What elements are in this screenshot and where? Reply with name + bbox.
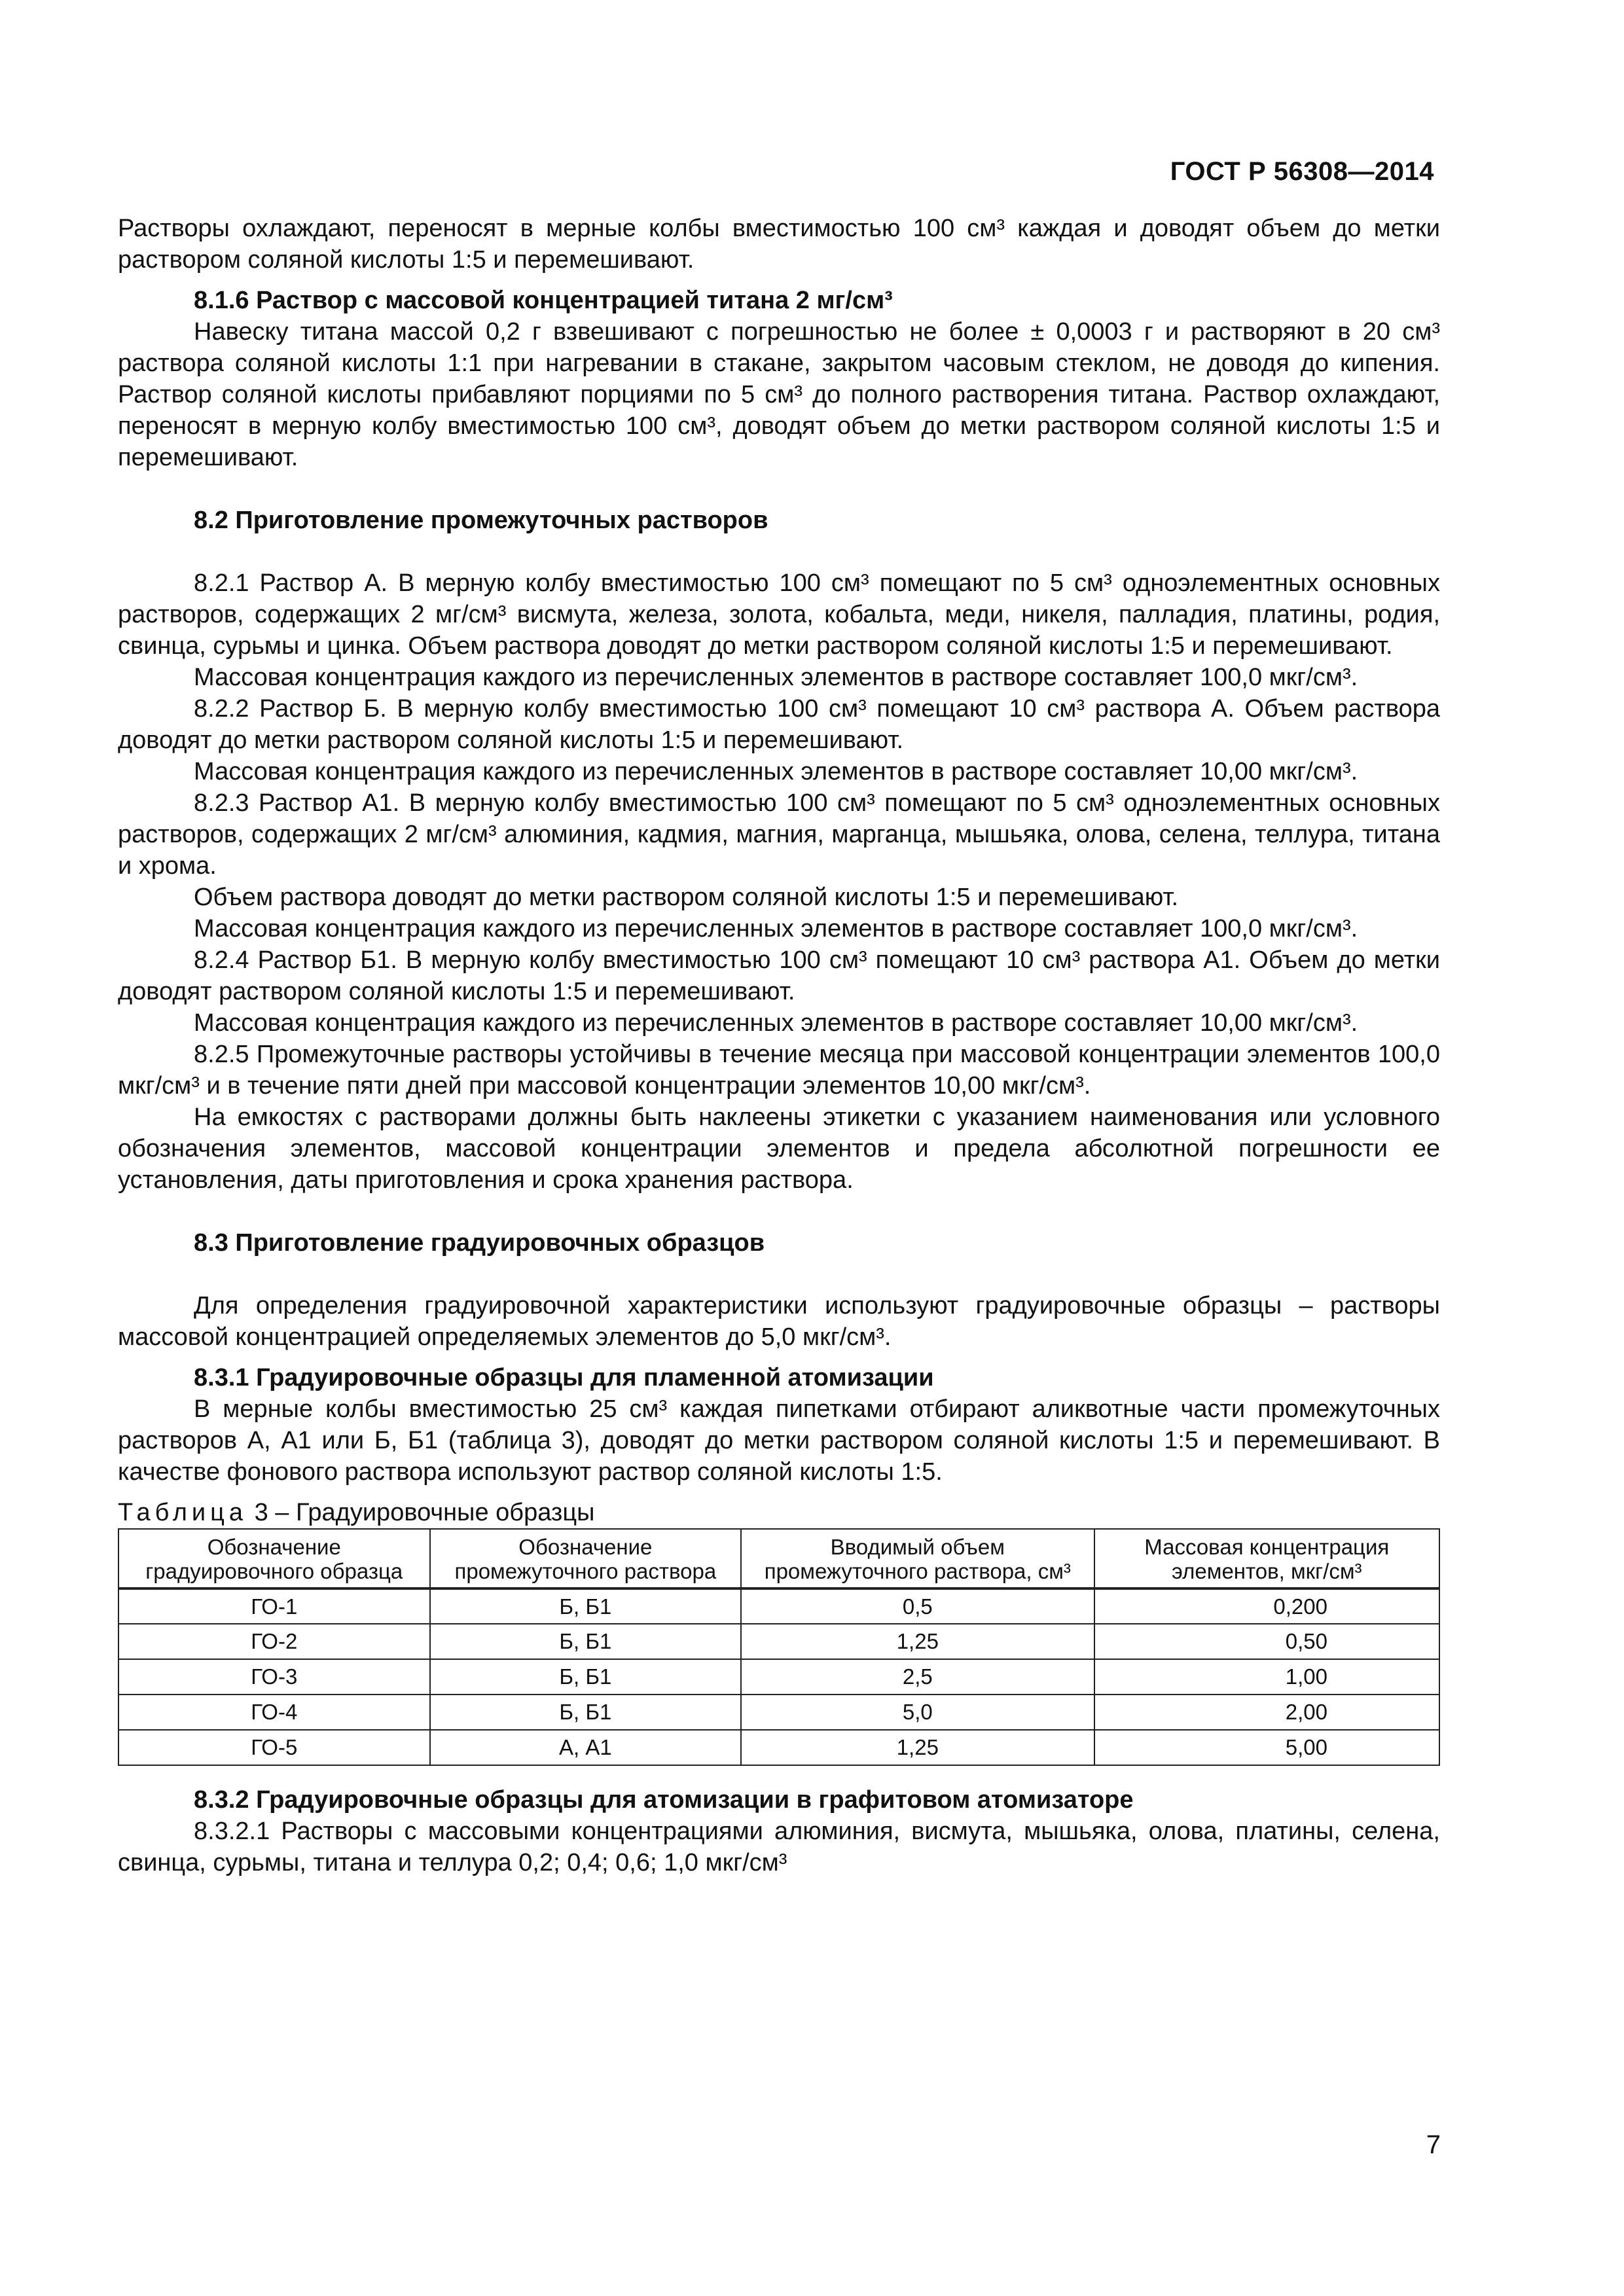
table-row <box>118 1624 1439 1659</box>
table-row <box>118 1695 1439 1730</box>
paragraph: 8.2.2 Раствор Б. В мерную колбу вместимостью 100 см³ помещают 10 см³ раствора А. Объем раствора доводят до метки раствором соляной кислоты 1:5 и перемешивают. <box>118 695 1440 754</box>
table-cell: ГО-1 <box>118 1588 430 1624</box>
paragraph: 8.2.4 Раствор Б1. В мерную колбу вместимостью 100 см³ помещают 10 см³ раствора А1. Объем до метки доводят раствором соляной кислоты 1:5 и перемешивают. <box>118 946 1440 1005</box>
section-heading-8-3-2: 8.3.2 Градуировочные образцы для атомизации в графитовом атомизаторе <box>194 1786 1134 1814</box>
table-caption <box>118 1497 1440 1528</box>
table-cell: 1,25 <box>741 1624 1094 1659</box>
table-cell: 2,5 <box>741 1659 1094 1695</box>
table-cell: 0,50 <box>1094 1624 1439 1659</box>
paragraph: 8.2.5 Промежуточные растворы устойчивы в течение месяца при массовой концентрации элементов 100,0 мкг/см³ и в течение пяти дней при массовой концентрации элементов 10,00 мкг/см³. <box>118 1041 1440 1100</box>
paragraph: 8.2.1 Раствор А. В мерную колбу вместимостью 100 см³ помещают по 5 см³ одноэлементных основных растворов, содержащих 2 мг/см³ висмута, железа, золота, кобальта, меди, никеля, палладия, платины, родия, свинца, сурьмы и цинка. Объем раствора доводят до метки раствором соляной кислоты 1:5 и перемешивают. <box>118 569 1440 660</box>
table-cell: 5,0 <box>741 1695 1094 1730</box>
paragraph: 8.2.3 Раствор А1. В мерную колбу вместимостью 100 см³ помещают по 5 см³ одноэлементных основных растворов, содержащих 2 мг/см³ алюминия, кадмия, магния, марганца, мышьяка, олова, селена, теллура, титана и хрома. <box>118 789 1440 880</box>
table-cell: ГО-5 <box>118 1730 430 1765</box>
table-cell: Б, Б1 <box>430 1695 742 1730</box>
paragraph: Навеску титана массой 0,2 г взвешивают с погрешностью не более ± 0,0003 г и растворяют в 20 см³ раствора соляной кислоты 1:1 при нагревании в стакане, закрытом часовым стеклом, не доводя до кипения. Раствор соляной кислоты прибавляют порциями по 5 см³ до полного растворения титана. Раствор охлаждают, переносят в мерную колбу вместимостью 100 см³, доводят объем до метки раствором соляной кислоты 1:5 и перемешивают. <box>118 318 1440 471</box>
table-caption-label: Таблица <box>118 1499 247 1526</box>
table-row <box>118 1659 1439 1695</box>
standard-header: ГОСТ Р 56308—2014 <box>1170 157 1434 186</box>
paragraph: Массовая концентрация каждого из перечисленных элементов в растворе составляет 100,0 мкг/см³. <box>194 664 1358 691</box>
paragraph: Объем раствора доводят до метки раствором соляной кислоты 1:5 и перемешивают. <box>194 884 1179 911</box>
table-cell: 1,25 <box>741 1730 1094 1765</box>
paragraph: Массовая концентрация каждого из перечисленных элементов в растворе составляет 100,0 мкг/см³. <box>194 915 1358 942</box>
paragraph: В мерные колбы вместимостью 25 см³ каждая пипетками отбирают аликвотные части промежуточных растворов А, А1 или Б, Б1 (таблица 3), доводят до метки раствором соляной кислоты 1:5 и перемешивают. В качестве фонового раствора используют раствор соляной кислоты 1:5. <box>118 1395 1440 1486</box>
paragraph: 8.3.2.1 Растворы с массовыми концентрациями алюминия, висмута, мышьяка, олова, платины, селена, свинца, сурьмы, титана и теллура 0,2; 0,4; 0,6; 1,0 мкг/см³ <box>118 1818 1440 1876</box>
section-heading-8-1-6: 8.1.6 Раствор с массовой концентрацией титана 2 мг/см³ <box>194 287 893 314</box>
paragraph: Растворы охлаждают, переносят в мерные колбы вместимостью 100 см³ каждая и доводят объем до метки раствором соляной кислоты 1:5 и перемешивают. <box>118 215 1440 274</box>
table-cell: 0,200 <box>1094 1588 1439 1624</box>
table-cell: А, А1 <box>430 1730 742 1765</box>
table-cell: Б, Б1 <box>430 1588 742 1624</box>
table-cell: ГО-3 <box>118 1659 430 1695</box>
document-body <box>118 213 1440 1878</box>
table-caption-title: 3 – Градуировочные образцы <box>254 1499 595 1526</box>
column-header: Массовая концентрация элементов, мкг/см³ <box>1094 1529 1439 1588</box>
column-header: Вводимый объем промежуточного раствора, см³ <box>741 1529 1094 1588</box>
paragraph: Для определения градуировочной характеристики используют градуировочные образцы – растворы массовой концентрацией определяемых элементов до 5,0 мкг/см³. <box>118 1292 1440 1351</box>
section-heading-8-2: 8.2 Приготовление промежуточных растворов <box>194 507 768 534</box>
section-heading-8-3-1: 8.3.1 Градуировочные образцы для пламенной атомизации <box>194 1364 934 1391</box>
page-number: 7 <box>1426 2130 1441 2159</box>
table-cell: ГО-4 <box>118 1695 430 1730</box>
calibration-samples-table <box>118 1528 1440 1766</box>
paragraph: Массовая концентрация каждого из перечисленных элементов в растворе составляет 10,00 мкг/см³. <box>194 1009 1358 1037</box>
column-header: Обозначение промежуточного раствора <box>430 1529 742 1588</box>
table-cell: ГО-2 <box>118 1624 430 1659</box>
table-cell: 0,5 <box>741 1588 1094 1624</box>
paragraph: На емкостях с растворами должны быть наклеены этикетки с указанием наименования или условного обозначения элементов, массовой концентрации элементов и предела абсолютной погрешности ее установления, даты приготовления и срока хранения раствора. <box>118 1103 1440 1194</box>
paragraph: Массовая концентрация каждого из перечисленных элементов в растворе составляет 10,00 мкг/см³. <box>194 758 1358 785</box>
table-cell: 1,00 <box>1094 1659 1439 1695</box>
table-cell: Б, Б1 <box>430 1659 742 1695</box>
table-cell: 2,00 <box>1094 1695 1439 1730</box>
table-cell: 5,00 <box>1094 1730 1439 1765</box>
table-cell: Б, Б1 <box>430 1624 742 1659</box>
table-row <box>118 1730 1439 1765</box>
column-header: Обозначение градуировочного образца <box>118 1529 430 1588</box>
section-heading-8-3: 8.3 Приготовление градуировочных образцов <box>194 1229 765 1257</box>
table-row <box>118 1588 1439 1624</box>
